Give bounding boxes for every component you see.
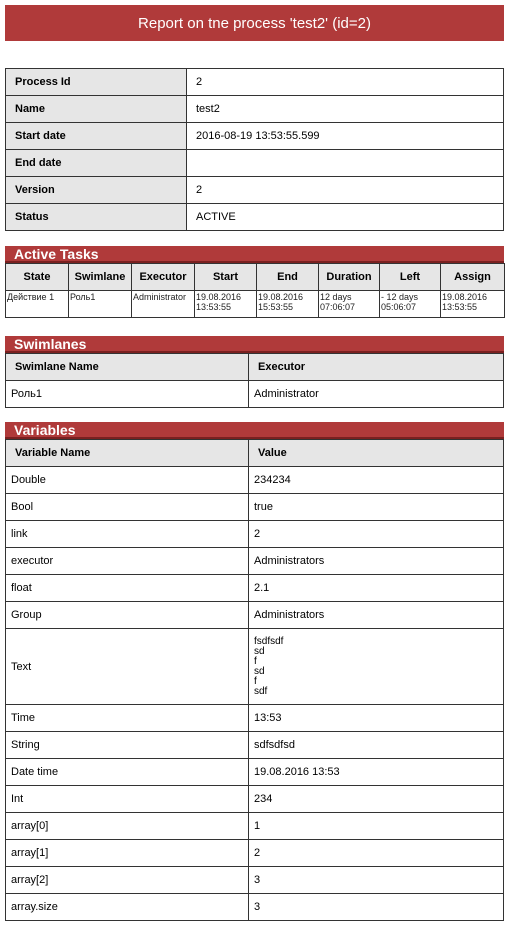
variables-table — [5, 439, 504, 921]
task-cell: - 12 days 05:06:07 — [380, 291, 441, 318]
variable-value: 3 — [249, 894, 504, 921]
table-row — [6, 759, 504, 786]
task-cell: Действие 1 — [6, 291, 69, 318]
info-value: 2 — [187, 69, 504, 96]
variable-value: 2 — [249, 521, 504, 548]
table-row — [6, 494, 504, 521]
table-row — [6, 629, 504, 705]
table-row — [6, 867, 504, 894]
variable-name: array[2] — [6, 867, 249, 894]
info-value — [187, 150, 504, 177]
task-cell: Administrator — [132, 291, 195, 318]
variable-value: 19.08.2016 13:53 — [249, 759, 504, 786]
variables-heading: Variables — [5, 422, 504, 439]
swimlane-executor: Administrator — [249, 381, 504, 408]
swimlanes-heading: Swimlanes — [5, 336, 504, 353]
variable-name: link — [6, 521, 249, 548]
variable-name: array[1] — [6, 840, 249, 867]
variable-name: String — [6, 732, 249, 759]
column-header: End — [257, 264, 319, 291]
active-tasks-table — [5, 263, 505, 318]
swimlane-name: Роль1 — [6, 381, 249, 408]
column-header: Left — [380, 264, 441, 291]
column-header: Start — [195, 264, 257, 291]
table-row — [6, 602, 504, 629]
report-title: Report on tne process 'test2' (id=2) — [5, 5, 504, 41]
table-row — [6, 381, 504, 408]
table-row — [6, 548, 504, 575]
variable-name: Int — [6, 786, 249, 813]
info-value: 2016-08-19 13:53:55.599 — [187, 123, 504, 150]
info-value: test2 — [187, 96, 504, 123]
swimlanes-header-row — [6, 354, 504, 381]
info-row-end-date — [6, 150, 504, 177]
variable-value: 234 — [249, 786, 504, 813]
variable-value: sdfsdfsd — [249, 732, 504, 759]
variable-value: Administrators — [249, 548, 504, 575]
variable-name: Double — [6, 467, 249, 494]
table-row — [6, 291, 505, 318]
variables-header-row — [6, 440, 504, 467]
info-label: Status — [6, 204, 187, 231]
table-row — [6, 786, 504, 813]
info-row-status — [6, 204, 504, 231]
column-header: Duration — [319, 264, 380, 291]
info-label: End date — [6, 150, 187, 177]
column-header: Assign — [441, 264, 505, 291]
table-row — [6, 575, 504, 602]
variable-value: 13:53 — [249, 705, 504, 732]
tasks-header-row — [6, 264, 505, 291]
task-cell: 19.08.2016 13:53:55 — [441, 291, 505, 318]
variable-value — [249, 629, 504, 705]
task-cell: Роль1 — [69, 291, 132, 318]
active-tasks-heading: Active Tasks — [5, 246, 504, 263]
variable-value: 2 — [249, 840, 504, 867]
variable-value: Administrators — [249, 602, 504, 629]
variable-name: Bool — [6, 494, 249, 521]
info-row-process-id — [6, 69, 504, 96]
table-row — [6, 467, 504, 494]
variable-name: Group — [6, 602, 249, 629]
variable-name: Time — [6, 705, 249, 732]
info-label: Version — [6, 177, 187, 204]
task-cell: 19.08.2016 13:53:55 — [195, 291, 257, 318]
column-header: State — [6, 264, 69, 291]
task-cell: 19.08.2016 15:53:55 — [257, 291, 319, 318]
variable-value: 1 — [249, 813, 504, 840]
task-cell: 12 days 07:06:07 — [319, 291, 380, 318]
variable-value: true — [249, 494, 504, 521]
variable-value: 234234 — [249, 467, 504, 494]
column-header: Variable Name — [6, 440, 249, 467]
info-row-version — [6, 177, 504, 204]
variable-value: 3 — [249, 867, 504, 894]
variable-name: executor — [6, 548, 249, 575]
table-row — [6, 840, 504, 867]
info-label: Process Id — [6, 69, 187, 96]
column-header: Value — [249, 440, 504, 467]
info-row-name — [6, 96, 504, 123]
table-row — [6, 732, 504, 759]
process-info-table — [5, 68, 504, 231]
table-row — [6, 813, 504, 840]
table-row — [6, 705, 504, 732]
table-row — [6, 894, 504, 921]
info-row-start-date — [6, 123, 504, 150]
column-header: Swimlane — [69, 264, 132, 291]
column-header: Executor — [249, 354, 504, 381]
info-value: ACTIVE — [187, 204, 504, 231]
info-label: Name — [6, 96, 187, 123]
info-label: Start date — [6, 123, 187, 150]
variable-name: array[0] — [6, 813, 249, 840]
variable-name: array.size — [6, 894, 249, 921]
variable-name: float — [6, 575, 249, 602]
swimlanes-table — [5, 353, 504, 408]
variable-value: 2.1 — [249, 575, 504, 602]
column-header: Executor — [132, 264, 195, 291]
info-value: 2 — [187, 177, 504, 204]
column-header: Swimlane Name — [6, 354, 249, 381]
variable-name: Date time — [6, 759, 249, 786]
table-row — [6, 521, 504, 548]
variable-name: Text — [6, 629, 249, 705]
multiline-text: fsdfsdf sd f sd f sdf — [254, 635, 284, 697]
